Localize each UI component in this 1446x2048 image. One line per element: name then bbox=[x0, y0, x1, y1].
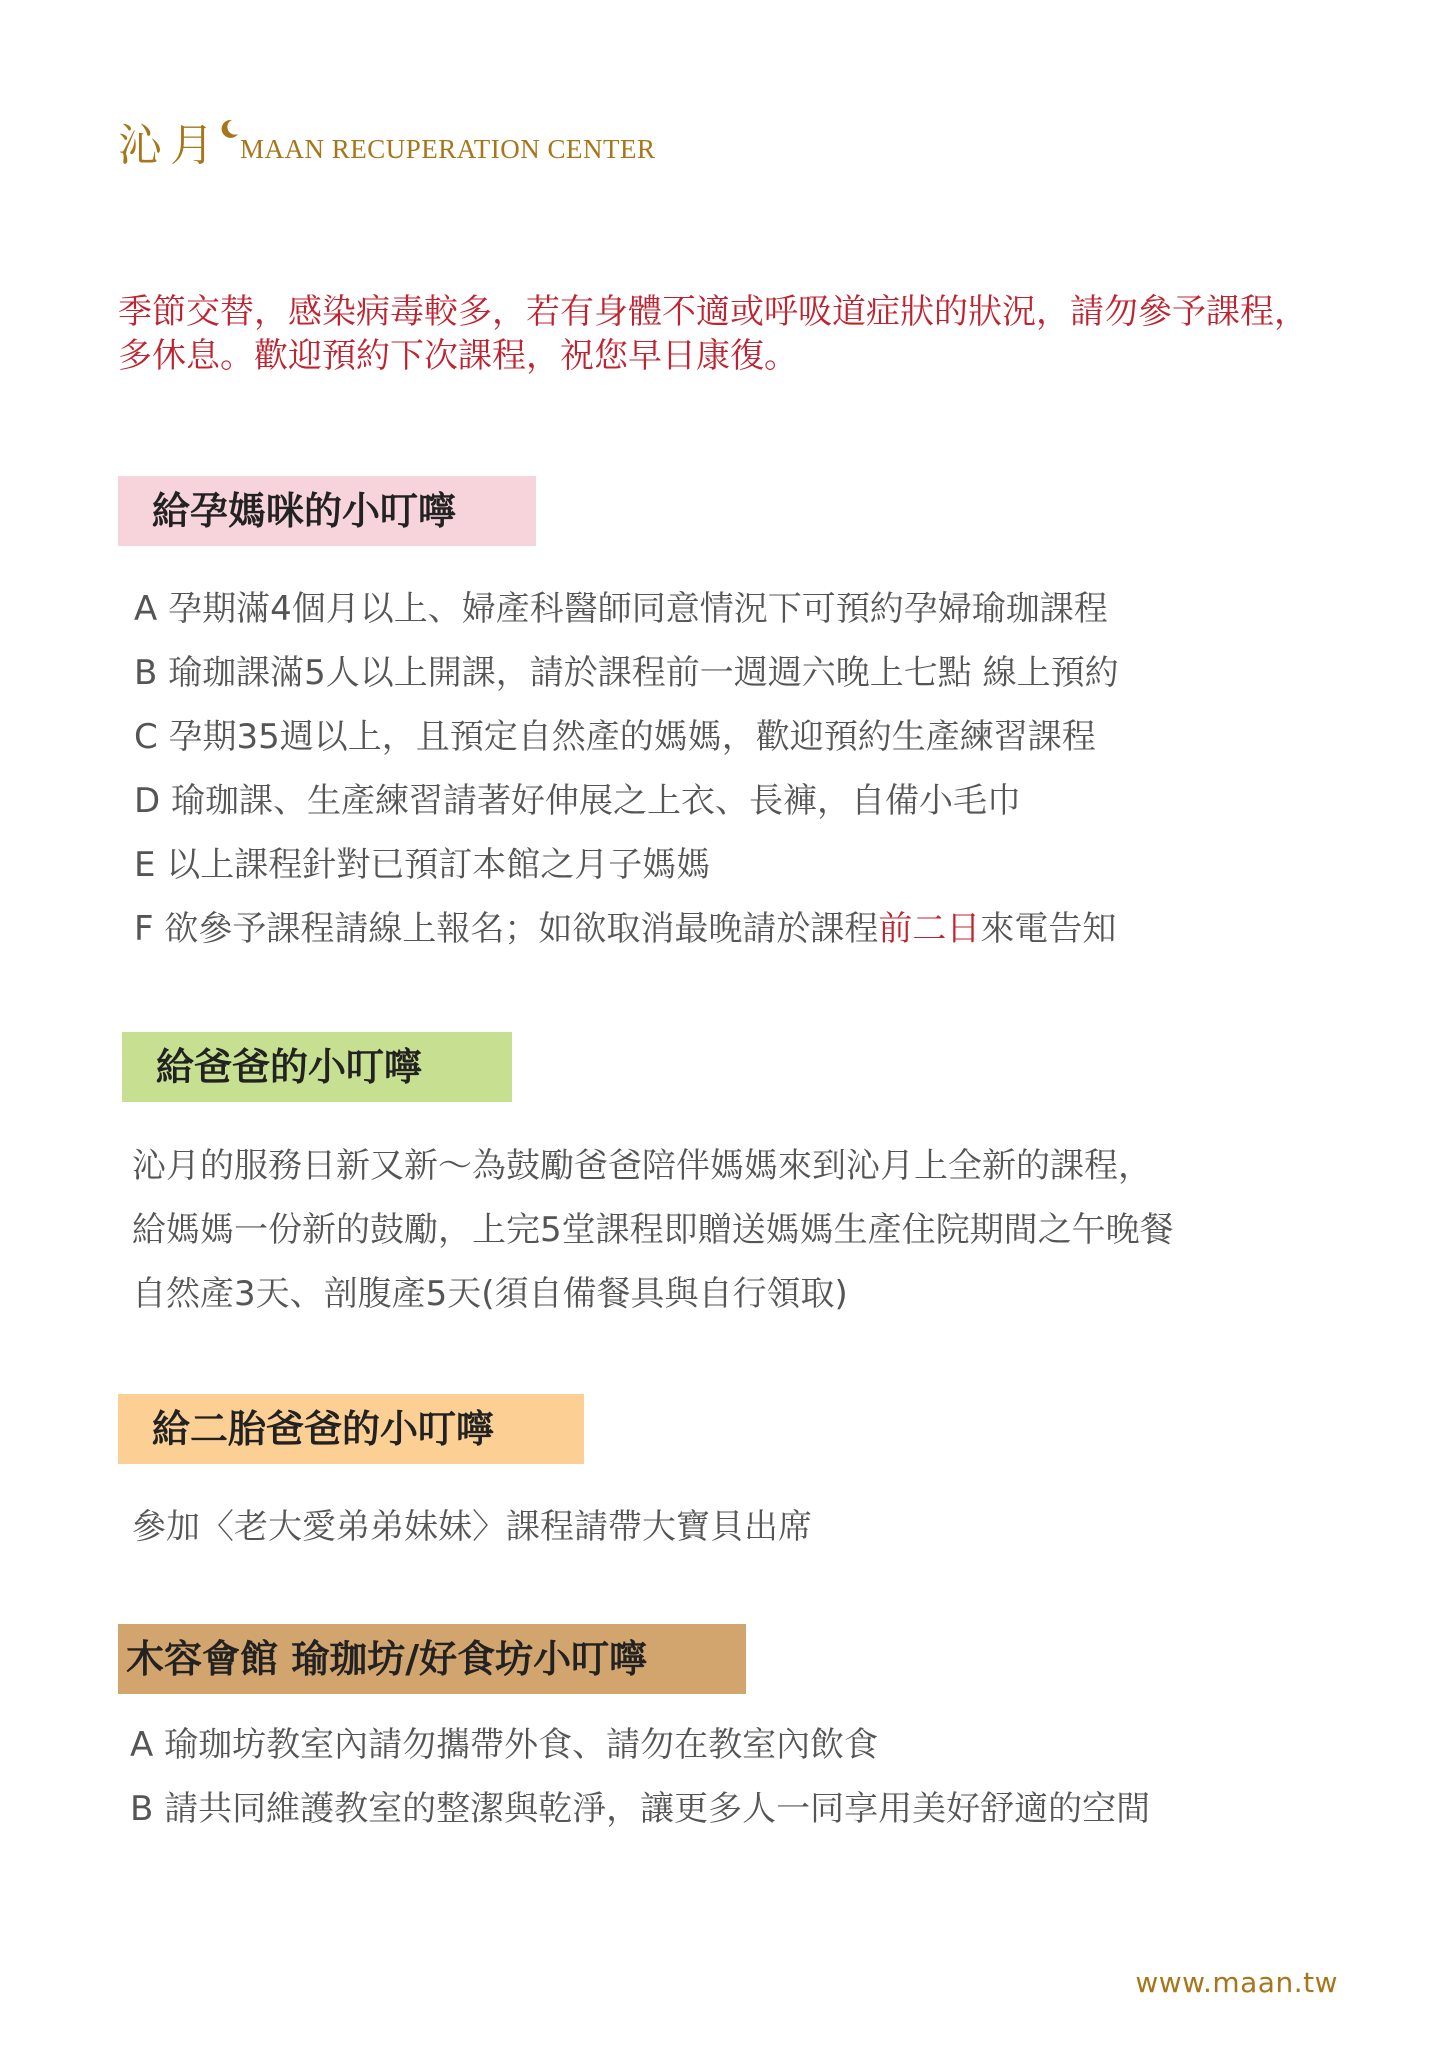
paragraph-line: 沁月的服務日新又新～為鼓勵爸爸陪伴媽媽來到沁月上全新的課程， bbox=[132, 1146, 1152, 1186]
hall-tips-list bbox=[130, 1722, 1150, 1850]
item-text: 來電告知 bbox=[980, 909, 1117, 949]
logo-english: MAAN RECUPERATION CENTER bbox=[240, 134, 656, 164]
mom-tips-list bbox=[134, 586, 1119, 970]
list-item: A 孕期滿4個月以上、婦產科醫師同意情況下可預約孕婦瑜珈課程 bbox=[134, 589, 1108, 629]
list-item: B 瑜珈課滿5人以上開課，請於課程前一週週六晚上七點 線上預約 bbox=[134, 653, 1119, 693]
second-dad-paragraph: 參加〈老大愛弟弟妹妹〉課程請帶大寶貝出席 bbox=[132, 1507, 812, 1547]
logo-chinese: 沁月 bbox=[118, 120, 222, 171]
section-title-hall: 木容會館 瑜珈坊/好食坊小叮嚀 bbox=[118, 1624, 746, 1694]
list-item: B 請共同維護教室的整潔與乾淨，讓更多人一同享用美好舒適的空間 bbox=[130, 1789, 1151, 1829]
list-item: D 瑜珈課、生產練習請著好伸展之上衣、長褲，自備小毛巾 bbox=[134, 781, 1021, 821]
list-item: C 孕期35週以上，且預定自然產的媽媽，歡迎預約生產練習課程 bbox=[134, 717, 1096, 757]
highlight-text: 前二日 bbox=[878, 909, 981, 949]
paragraph-line: 自然產3天、剖腹產5天(須自備餐具與自行領取) bbox=[132, 1274, 848, 1314]
section-title-second-dad: 給二胎爸爸的小叮嚀 bbox=[118, 1394, 584, 1464]
list-item: A 瑜珈坊教室內請勿攜帶外食、請勿在教室內飲食 bbox=[130, 1725, 879, 1765]
list-item: E 以上課程針對已預訂本館之月子媽媽 bbox=[134, 845, 711, 885]
website-link[interactable]: www.maan.tw bbox=[1135, 1966, 1338, 1999]
brand-logo bbox=[118, 120, 656, 171]
paragraph-line: 給媽媽一份新的鼓勵，上完5堂課程即贈送媽媽生產住院期間之午晚餐 bbox=[132, 1210, 1174, 1250]
dad-paragraph bbox=[132, 1134, 1174, 1326]
item-text: F 欲參予課程請線上報名；如欲取消最晚請於課程 bbox=[134, 909, 879, 949]
section-title-mom: 給孕媽咪的小叮嚀 bbox=[118, 476, 536, 546]
section-title-dad: 給爸爸的小叮嚀 bbox=[122, 1032, 512, 1102]
health-notice: 季節交替，感染病毒較多，若有身體不適或呼吸道症狀的狀況，請勿參予課程，多休息。歡迎預約下次課程，祝您早日康復。 bbox=[118, 292, 1308, 376]
crescent-moon-icon bbox=[218, 118, 240, 140]
list-item bbox=[134, 906, 1119, 970]
